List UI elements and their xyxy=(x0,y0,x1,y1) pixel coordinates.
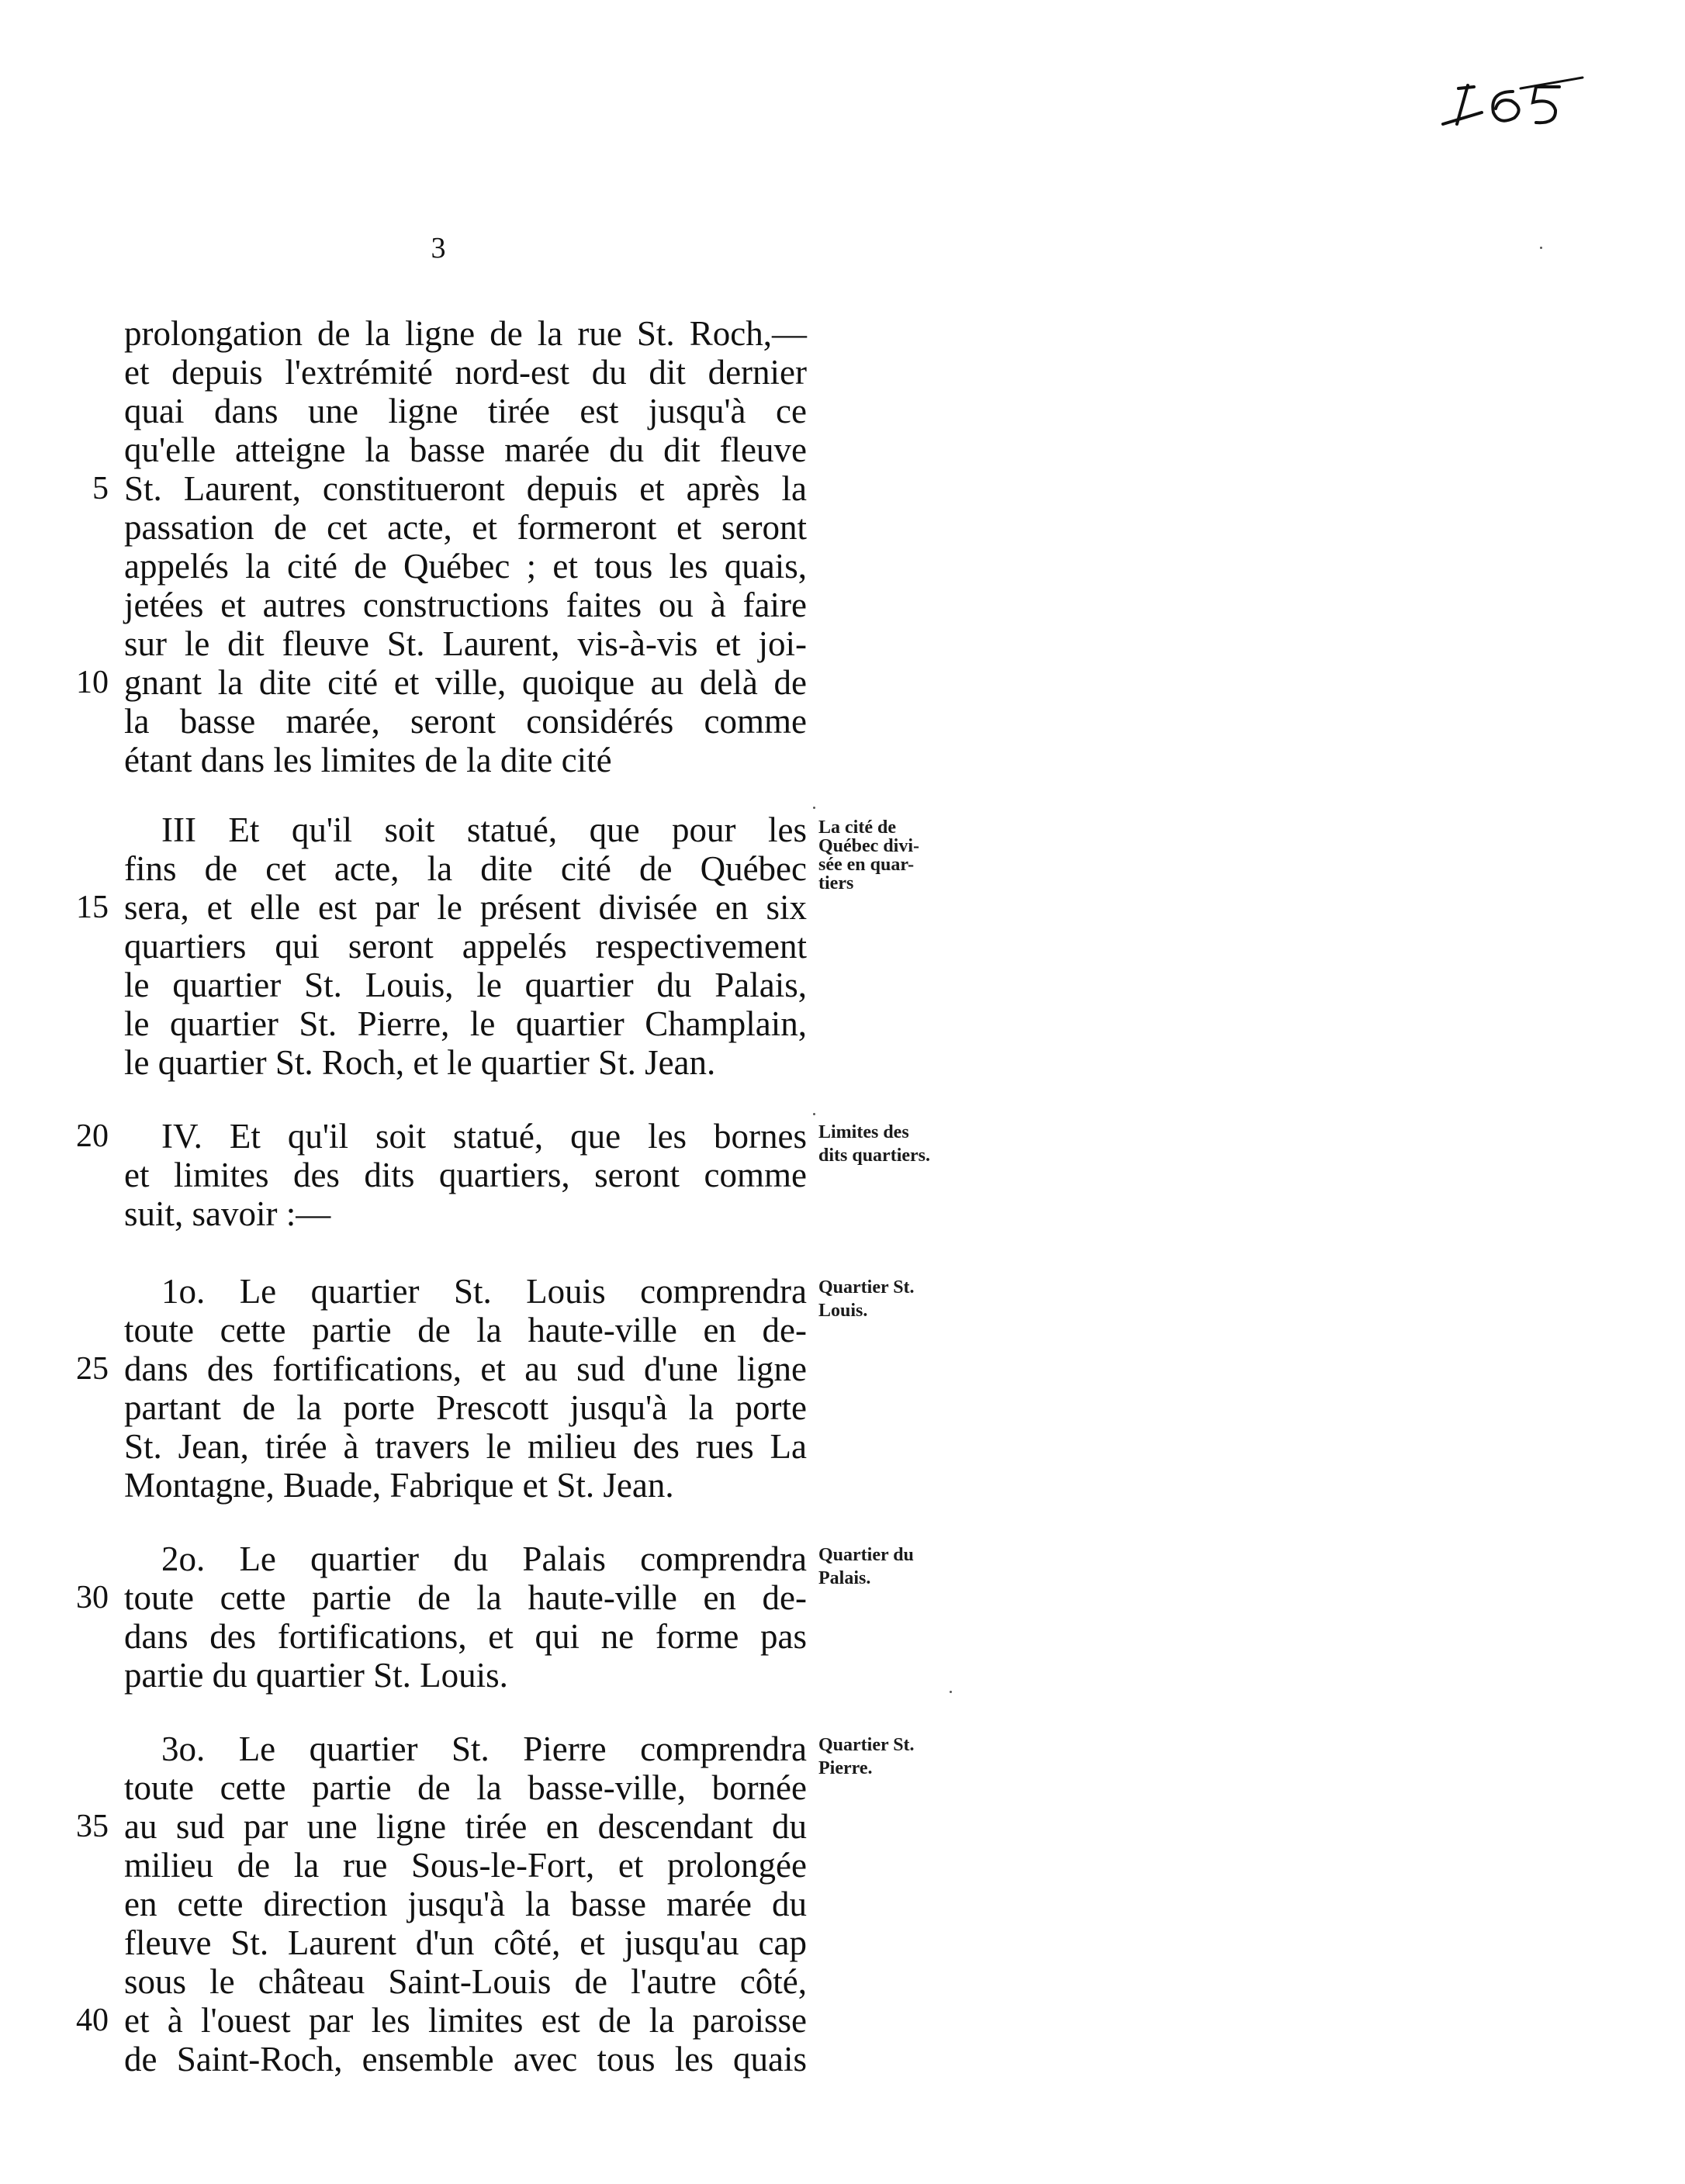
marginal-note xyxy=(818,1543,974,1590)
marginal-note-line: Palais. xyxy=(818,1568,871,1588)
marginal-note-line: Quartier St. xyxy=(818,1277,915,1298)
text-line: partant de la porte Prescott jusqu'à la porte xyxy=(124,1388,807,1427)
text-line: appelés la cité de Québec ; et tous les quais, xyxy=(124,547,807,586)
text-line: gnant la dite cité et ville, quoique au delà de xyxy=(124,663,807,702)
text-line: Montagne, Buade, Fabrique et St. Jean. xyxy=(124,1466,674,1505)
line-number: 5 xyxy=(92,471,109,506)
handwritten-folio xyxy=(1427,70,1629,140)
text-line: le quartier St. Roch, et le quartier St. Jean. xyxy=(124,1043,716,1082)
marginal-note-line: Pierre. xyxy=(818,1758,873,1778)
marginal-note-line: Quartier St. xyxy=(818,1735,915,1755)
text-line: et depuis l'extrémité nord-est du dit dernier xyxy=(124,353,807,392)
section-iv xyxy=(124,1117,807,1233)
text-line: étant dans les limites de la dite cité xyxy=(124,741,612,779)
text-line: et limites des dits quartiers, seront comme xyxy=(124,1156,807,1194)
text-line: IV. Et qu'il soit statué, que les bornes xyxy=(161,1117,807,1156)
line-number: 35 xyxy=(76,1809,109,1844)
text-line: la basse marée, seront considérés comme xyxy=(124,702,807,741)
text-line: sera, et elle est par le présent divisée en six xyxy=(124,888,807,927)
clause-3-quartier-st-pierre xyxy=(124,1730,807,2079)
marginal-note-line: Quartier du xyxy=(818,1545,914,1565)
text-line: de Saint-Roch, ensemble avec tous les quais xyxy=(124,2040,807,2079)
marginal-note xyxy=(818,1121,974,1167)
line-number: 30 xyxy=(76,1580,109,1616)
text-line: toute cette partie de la haute-ville en de- xyxy=(124,1311,807,1349)
clause-2-quartier-du-palais xyxy=(124,1540,807,1695)
line-number: 10 xyxy=(76,665,109,700)
marginal-note-line: Limites des xyxy=(818,1122,909,1142)
text-line: le quartier St. Pierre, le quartier Champlain, xyxy=(124,1004,807,1043)
text-line: en cette direction jusqu'à la basse marée du xyxy=(124,1885,807,1923)
marginal-note-line: Québec divi- xyxy=(818,836,919,856)
line-number: 20 xyxy=(76,1118,109,1154)
text-line: St. Laurent, constitueront depuis et après la xyxy=(124,469,807,508)
page-number: 3 xyxy=(431,232,446,264)
text-line: passation de cet acte, et formeront et seront xyxy=(124,508,807,547)
text-line: jetées et autres constructions faites ou à faire xyxy=(124,586,807,624)
text-line: sur le dit fleuve St. Laurent, vis-à-vis et joi- xyxy=(124,624,807,663)
text-line: fleuve St. Laurent d'un côté, et jusqu'au cap xyxy=(124,1923,807,1962)
text-line: St. Jean, tirée à travers le milieu des rues La xyxy=(124,1427,807,1466)
marginal-note xyxy=(818,816,974,895)
text-line: fins de cet acte, la dite cité de Québec xyxy=(124,849,807,888)
text-line: milieu de la rue Sous-le-Fort, et prolongée xyxy=(124,1846,807,1885)
marginal-note-line: sée en quar- xyxy=(818,855,915,875)
scan-speck xyxy=(1540,247,1542,249)
text-line: sous le château Saint-Louis de l'autre côté, xyxy=(124,1962,807,2001)
text-line: quai dans une ligne tirée est jusqu'à ce xyxy=(124,392,807,430)
line-number: 25 xyxy=(76,1351,109,1387)
line-number: 40 xyxy=(76,2003,109,2038)
marginal-note-line: Louis. xyxy=(818,1301,868,1321)
text-line: et à l'ouest par les limites est de la paroisse xyxy=(124,2001,807,2040)
scan-speck xyxy=(813,1113,815,1115)
clause-1-quartier-st-louis xyxy=(124,1272,807,1505)
paragraph-continuation xyxy=(124,314,807,779)
text-line: dans des fortifications, et au sud d'une ligne xyxy=(124,1349,807,1388)
text-line: partie du quartier St. Louis. xyxy=(124,1656,508,1695)
text-line: III Et qu'il soit statué, que pour les xyxy=(161,810,807,849)
scan-speck xyxy=(950,1691,952,1693)
text-line: au sud par une ligne tirée en descendant du xyxy=(124,1807,807,1846)
marginal-note xyxy=(818,1733,974,1780)
text-line: dans des fortifications, et qui ne forme pas xyxy=(124,1617,807,1656)
marginal-note-line: La cité de xyxy=(818,817,896,838)
text-line: quartiers qui seront appelés respectivement xyxy=(124,927,807,966)
marginal-note-line: dits quartiers. xyxy=(818,1146,930,1166)
text-line: toute cette partie de la haute-ville en de- xyxy=(124,1578,807,1617)
text-line: 3o. Le quartier St. Pierre comprendra xyxy=(161,1730,807,1768)
text-line: suit, savoir :— xyxy=(124,1194,331,1233)
scan-speck xyxy=(813,807,815,809)
marginal-note-line: tiers xyxy=(818,873,854,893)
text-line: toute cette partie de la basse-ville, bornée xyxy=(124,1768,807,1807)
text-line: 1o. Le quartier St. Louis comprendra xyxy=(161,1272,807,1311)
text-line: le quartier St. Louis, le quartier du Palais, xyxy=(124,966,807,1004)
text-line: prolongation de la ligne de la rue St. Roch,— xyxy=(124,314,807,353)
text-line: 2o. Le quartier du Palais comprendra xyxy=(161,1540,807,1578)
marginal-note xyxy=(818,1276,974,1322)
line-number: 15 xyxy=(76,890,109,925)
text-line: qu'elle atteigne la basse marée du dit fleuve xyxy=(124,430,807,469)
section-iii xyxy=(124,810,807,1082)
